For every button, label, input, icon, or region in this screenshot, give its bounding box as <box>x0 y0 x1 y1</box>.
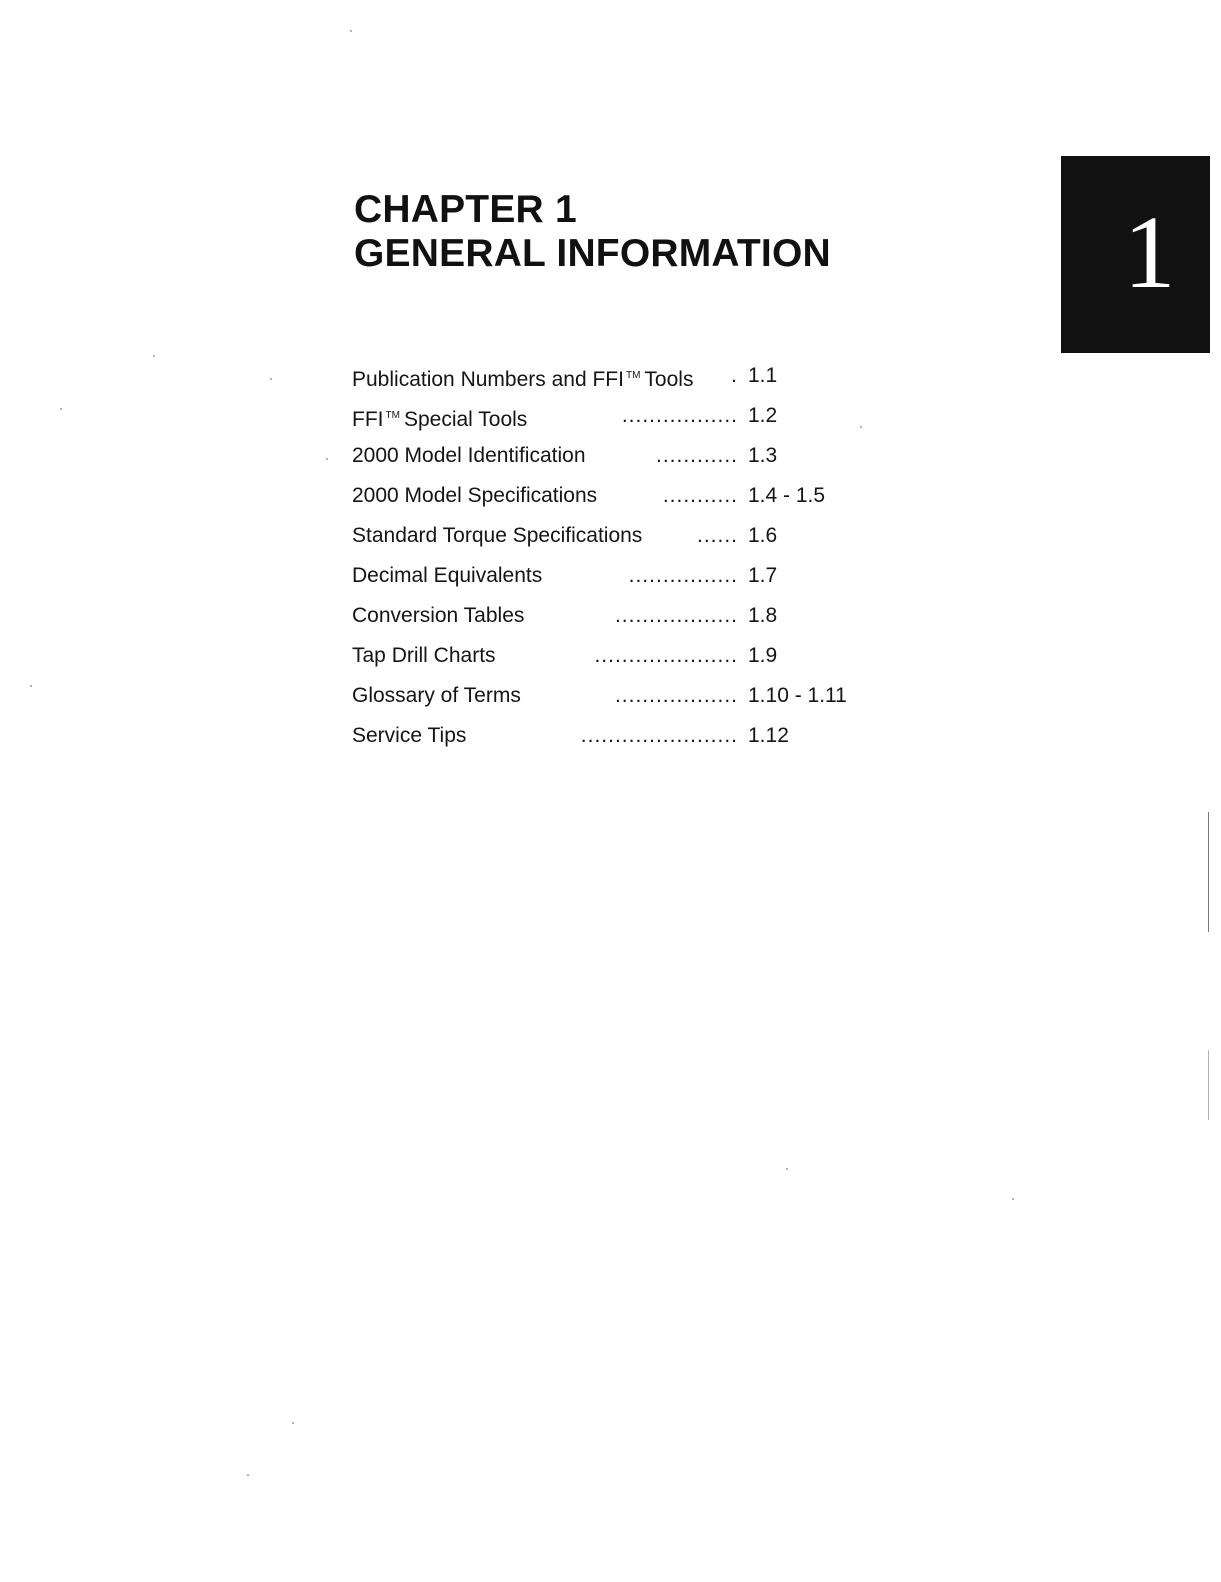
toc-leader-dots: . <box>731 364 738 387</box>
toc-entry-label: Glossary of Terms <box>352 684 521 707</box>
toc-entry-page: 1.6 <box>748 524 778 547</box>
toc-entry[interactable] <box>352 436 872 476</box>
toc-entry-label: Decimal Equivalents <box>352 564 543 587</box>
table-of-contents <box>352 356 872 756</box>
toc-entry-label: Publication Numbers and FFI ™ Tools <box>352 368 694 391</box>
chapter-title <box>354 188 831 276</box>
chapter-tab <box>1061 156 1210 353</box>
toc-entry[interactable] <box>352 676 872 716</box>
toc-entry-label: FFI ™ Special Tools <box>352 408 528 431</box>
toc-entry-label: Standard Torque Specifications <box>352 524 643 547</box>
toc-entry-label: Tap Drill Charts <box>352 644 496 667</box>
toc-entry[interactable] <box>352 636 872 676</box>
toc-leader-dots: ................. <box>621 404 738 427</box>
scan-edge-line <box>1208 812 1209 932</box>
toc-entry-page: 1.12 <box>748 724 789 747</box>
scan-speck <box>292 1422 294 1424</box>
toc-entry-page: 1.2 <box>748 404 778 427</box>
toc-entry-page: 1.10 - 1.11 <box>748 684 847 707</box>
scan-speck <box>1012 1198 1014 1200</box>
toc-leader-dots: ............ <box>655 444 738 467</box>
toc-entry-page: 1.9 <box>748 644 778 667</box>
toc-entry-page: 1.8 <box>748 604 778 627</box>
scan-speck <box>247 1474 249 1476</box>
toc-leader-dots: ........... <box>662 484 738 507</box>
scan-speck <box>270 378 272 380</box>
scan-speck <box>860 426 862 428</box>
toc-leader-dots: .................. <box>614 684 738 707</box>
toc-entry[interactable] <box>352 516 872 556</box>
toc-entry-page: 1.1 <box>748 364 778 387</box>
scan-speck <box>786 1168 788 1170</box>
toc-entry[interactable] <box>352 596 872 636</box>
toc-leader-dots: ...... <box>696 524 738 547</box>
toc-entry-page: 1.4 - 1.5 <box>748 484 826 507</box>
toc-leader-dots: ................ <box>628 564 738 587</box>
toc-entry-page: 1.7 <box>748 564 778 587</box>
scan-speck <box>326 458 328 460</box>
trademark-mark: TM <box>625 370 641 381</box>
toc-entry[interactable] <box>352 356 872 396</box>
scan-speck <box>60 408 62 410</box>
scan-edge-line <box>1208 1050 1209 1120</box>
scan-speck <box>30 685 32 687</box>
toc-leader-dots: .................. <box>614 604 738 627</box>
toc-entry-label: Conversion Tables <box>352 604 525 627</box>
chapter-name-line: GENERAL INFORMATION <box>354 232 831 275</box>
toc-entry[interactable] <box>352 716 872 756</box>
scan-speck <box>350 30 352 32</box>
toc-entry-label: 2000 Model Identification <box>352 444 586 467</box>
toc-entry-label: Service Tips <box>352 724 467 747</box>
scan-speck <box>153 355 155 357</box>
chapter-number-line: CHAPTER 1 <box>354 188 577 231</box>
toc-entry-label: 2000 Model Specifications <box>352 484 598 507</box>
toc-entry[interactable] <box>352 556 872 596</box>
chapter-tab-number: 1 <box>1123 195 1176 310</box>
toc-leader-dots: ....................... <box>580 724 738 747</box>
toc-entry[interactable] <box>352 476 872 516</box>
toc-leader-dots: ..................... <box>594 644 738 667</box>
trademark-mark: TM <box>385 410 400 421</box>
toc-entry-page: 1.3 <box>748 444 778 467</box>
toc-entry[interactable] <box>352 396 872 436</box>
